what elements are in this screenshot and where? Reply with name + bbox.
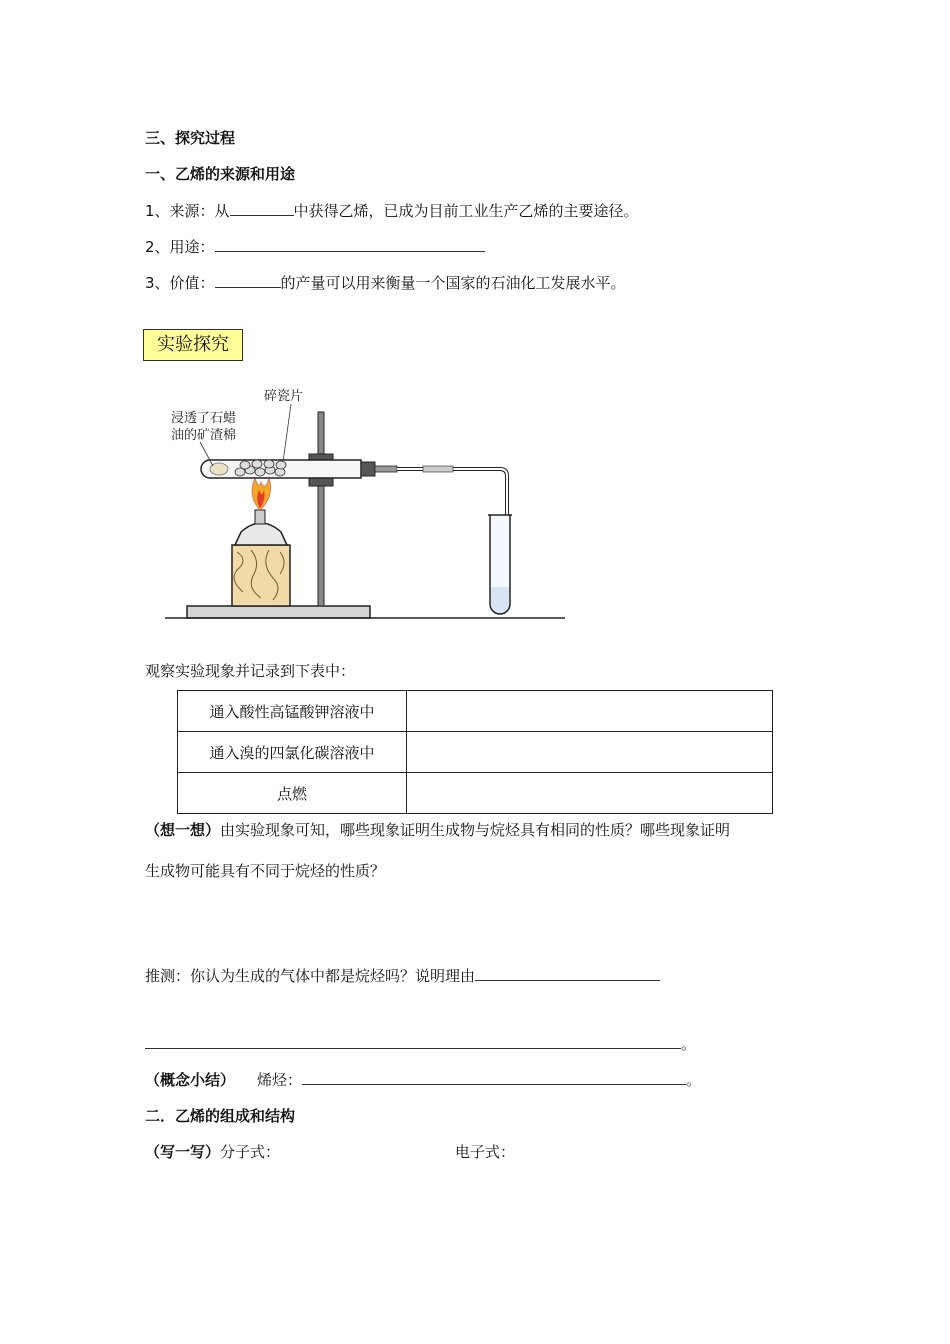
observation-table [177, 690, 773, 814]
connector-tube [375, 466, 397, 472]
observation-cell[interactable] [407, 732, 773, 773]
experiment-label: 实验探究 [143, 329, 243, 361]
rubber-stopper [361, 462, 375, 476]
source-prefix: 1、来源：从 [145, 202, 230, 220]
concept-blank[interactable] [302, 1069, 686, 1085]
concept-end: 。 [686, 1071, 702, 1089]
section-title: 三、探究过程 [145, 129, 236, 147]
use-line [145, 236, 485, 257]
table-row [178, 691, 773, 732]
stand-rod [318, 412, 324, 606]
concept-line [145, 1069, 701, 1090]
use-prefix: 2、用途： [145, 238, 215, 256]
porcelain-pieces [235, 460, 286, 476]
think-line2: 生成物可能具有不同于烷烃的性质？ [145, 862, 386, 880]
stand-base [187, 606, 370, 618]
observation-cell[interactable] [407, 691, 773, 732]
wool-label-line1: 浸透了石蜡 [171, 411, 237, 426]
guess-end: 。 [681, 1035, 697, 1053]
table-row [178, 773, 773, 814]
value-prefix: 3、价值： [145, 274, 215, 292]
observe-prompt: 观察实验现象并记录到下表中： [145, 662, 356, 680]
write-line [145, 1141, 280, 1162]
value-suffix: 的产量可以用来衡量一个国家的石油化工发展水平。 [280, 274, 626, 292]
value-blank[interactable] [215, 272, 281, 288]
source-line [145, 200, 639, 221]
guess-line [145, 965, 660, 986]
concept-tag: （概念小结） [145, 1071, 236, 1089]
source-suffix: 中获得乙烯，已成为目前工业生产乙烯的主要途径。 [293, 202, 639, 220]
row-label: 点燃 [178, 773, 407, 814]
porcelain-label-line [283, 404, 291, 462]
concept-label: 烯烃： [257, 1071, 303, 1089]
row-label: 通入溴的四氯化碳溶液中 [178, 732, 407, 773]
guess-blank[interactable] [475, 965, 660, 981]
part1-title: 一、乙烯的来源和用途 [145, 165, 296, 183]
lamp-wick-holder [255, 510, 265, 524]
think-text1: 由实验现象可知，哪些现象证明生成物与烷烃具有相同的性质？哪些现象证明 [220, 821, 731, 839]
guess-continue-line [145, 1033, 696, 1054]
apparatus-figure [165, 382, 570, 624]
alcohol-lamp [235, 523, 287, 545]
think-tag: （想一想） [145, 821, 221, 839]
guess-blank-2[interactable] [145, 1033, 681, 1049]
source-blank[interactable] [230, 200, 294, 216]
observation-cell[interactable] [407, 773, 773, 814]
molecular-formula-label: 分子式： [220, 1143, 281, 1161]
think-line1 [145, 819, 730, 840]
part2-title: 二．乙烯的组成和结构 [145, 1107, 296, 1125]
porcelain-label: 碎瓷片 [264, 389, 304, 404]
table-row [178, 732, 773, 773]
write-tag: （写一写） [145, 1143, 221, 1161]
glass-joint [423, 466, 453, 472]
use-blank[interactable] [215, 236, 485, 252]
guess-text: 推测：你认为生成的气体中都是烷烃吗？说明理由 [145, 967, 476, 985]
value-line [145, 272, 626, 293]
row-label: 通入酸性高锰酸钾溶液中 [178, 691, 407, 732]
electron-formula-label: 电子式： [455, 1143, 516, 1161]
collection-liquid [491, 587, 509, 613]
wool-label-line2: 油的矿渣棉 [171, 428, 237, 443]
